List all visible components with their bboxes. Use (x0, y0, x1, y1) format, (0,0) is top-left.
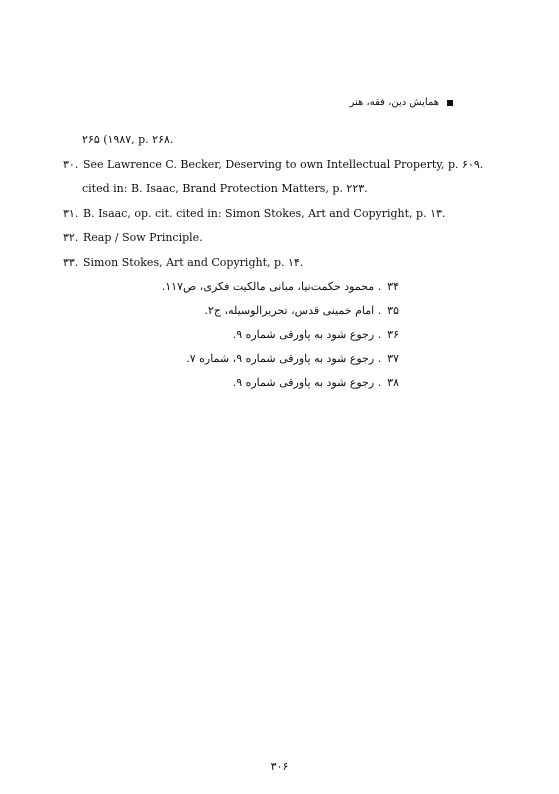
footnote-text: . رجوع شود به پاورقی شماره ۹، شماره ۷. (186, 352, 382, 365)
footnote-text: See Lawrence C. Becker, Deserving to own Intellectual Property, p. ۶۰۹. (83, 158, 484, 171)
footnote-number: ۳۷ (387, 352, 399, 365)
footnote-text: . رجوع شود به پاورقی شماره ۹. (232, 328, 382, 341)
header-bullet-icon (447, 100, 453, 106)
footnote-number: ۳۰. (63, 158, 79, 171)
footnote-text: Reap / Sow Principle. (83, 231, 203, 244)
footnote-line (59, 328, 399, 342)
footnote-number: ۳۴ (387, 280, 399, 293)
footnote-line (63, 256, 303, 270)
running-header (350, 97, 453, 109)
footnote-line (59, 352, 399, 366)
footnote-line (63, 231, 203, 245)
footnote-text: Simon Stokes, Art and Copyright, p. ۱۴. (83, 256, 304, 269)
footnote-line (59, 280, 399, 294)
footnote-text: . رجوع شود به پاورقی شماره ۹. (232, 376, 382, 389)
footnote-text: cited in: B. Isaac, Brand Protection Matters, p. ۲۲۳. (82, 182, 368, 195)
footnote-text: B. Isaac, op. cit. cited in: Simon Stokes, Art and Copyright, p. ۱۳. (83, 207, 446, 220)
header-title: همایش دین، فقه، هنر (349, 97, 439, 108)
footnote-line (59, 376, 399, 390)
footnote-number: ۳۸ (387, 376, 399, 389)
footnote-number: ۳۶ (387, 328, 399, 341)
footnote-text: . امام خمینی قدس، تحریرالوسیله، ج۲. (204, 304, 382, 317)
footnote-number: ۳۱. (63, 207, 79, 220)
footnote-number: ۳۲. (63, 231, 79, 244)
footnote-line (63, 207, 445, 221)
footnote-number: ۳۵ (387, 304, 399, 317)
footnote-text: . محمود حکمت‌نیا، مبانی مالکیت فکری، ص۱۱۷. (161, 280, 382, 293)
footnote-line (63, 158, 483, 172)
page-number: ۳۰۶ (270, 760, 289, 773)
footnote-line (82, 133, 173, 147)
footnote-line (82, 182, 368, 196)
footnote-line (59, 304, 399, 318)
footnote-number: ۳۳. (63, 256, 79, 269)
footnote-text: ۲۶۵ (۱۹۸۷, p. ۲۶۸. (82, 133, 174, 146)
